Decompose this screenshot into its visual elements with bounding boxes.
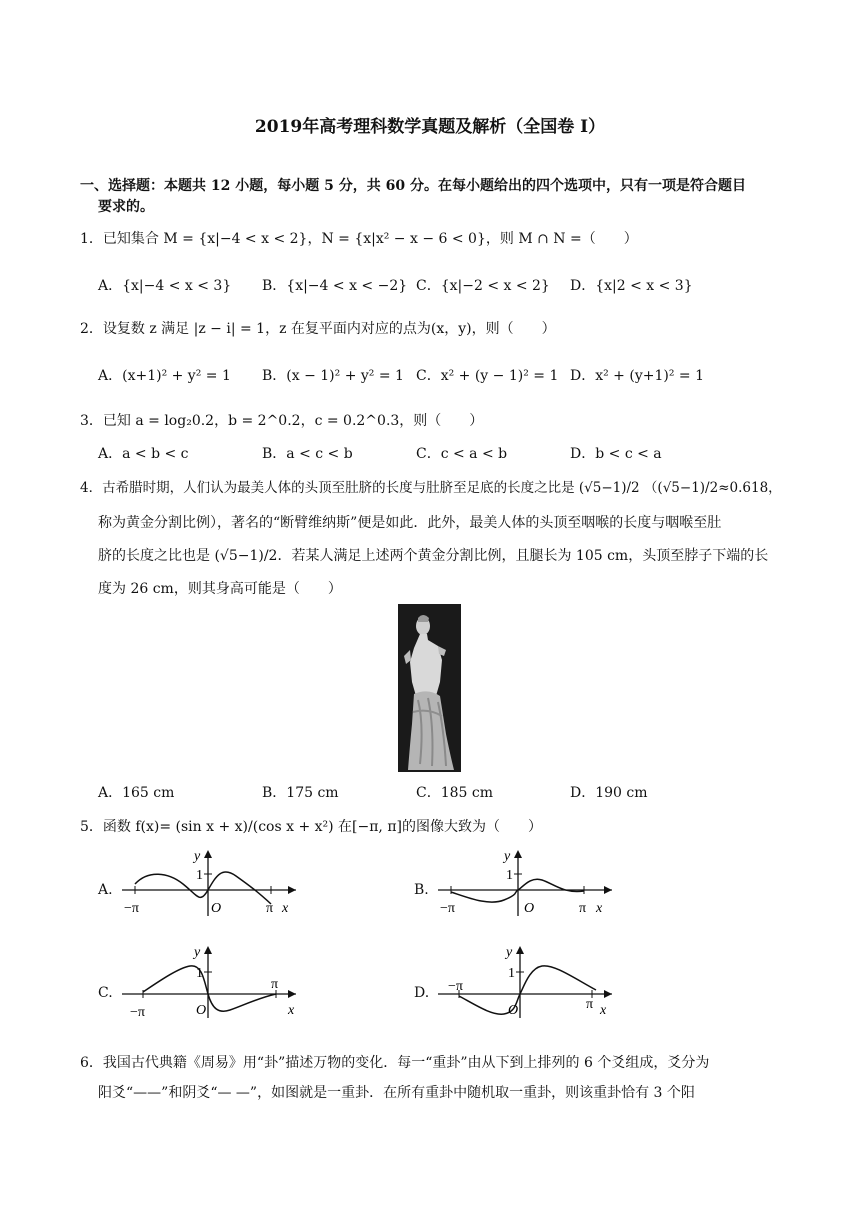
- q1-option-d: D．{x|2 < x < 3}: [570, 278, 693, 294]
- axis-origin-label: O: [211, 901, 222, 916]
- axis-y-label: y: [506, 945, 513, 960]
- axis-origin-label: O: [508, 1003, 519, 1018]
- axis-one-label: 1: [196, 966, 203, 981]
- q5-option-a-label: A.: [98, 882, 113, 898]
- axis-x-label: x: [600, 1003, 607, 1018]
- axis-one-label: 1: [196, 868, 203, 883]
- q1-option-a: A．{x|−4 < x < 3}: [98, 278, 232, 294]
- q2-option-b: B．(x − 1)² + y² = 1: [262, 368, 404, 384]
- q3-option-b: B．a < c < b: [262, 446, 353, 462]
- q3-stem: 3．已知 a = log₂0.2，b = 2^0.2，c = 0.2^0.3，则（ ）: [80, 413, 484, 429]
- q2-option-d: D．x² + (y+1)² = 1: [570, 368, 704, 384]
- axis-neg-pi-label: −π: [130, 1005, 145, 1020]
- q5-option-b-label: B.: [414, 882, 429, 898]
- q4-line4: 度为 26 cm，则其身高可能是（ ）: [98, 581, 342, 597]
- q4-option-b: B．175 cm: [262, 785, 339, 801]
- q5-stem: 5．函数 f(x)= (sin x + x)/(cos x + x²) 在[−π, π]的图像大致为（ ）: [80, 819, 542, 835]
- axis-neg-pi-label: −π: [124, 901, 139, 916]
- page-title: 2019年高考理科数学真题及解析（全国卷 I）: [254, 117, 606, 137]
- q1-option-c: C．{x|−2 < x < 2}: [416, 278, 550, 294]
- axis-x-label: x: [288, 1003, 295, 1018]
- q5-graph-a: [118, 848, 298, 922]
- axis-y-label: y: [194, 849, 201, 864]
- q4-line2: 称为黄金分割比例），著名的“断臂维纳斯”便是如此．此外，最美人体的头顶至咽喉的长度与咽喉至肚: [98, 515, 722, 531]
- q3-option-c: C．c < a < b: [416, 446, 508, 462]
- axis-pi-label: π: [266, 901, 274, 916]
- axis-neg-pi-label: −π: [448, 979, 463, 994]
- q3-option-a: A．a < b < c: [98, 446, 189, 462]
- q5-graph-b: [434, 848, 614, 922]
- q5-graph-d: [434, 944, 614, 1024]
- q2-option-c: C．x² + (y − 1)² = 1: [416, 368, 559, 384]
- q2-stem: 2．设复数 z 满足 |z − i| = 1，z 在复平面内对应的点为(x，y)，则（ ）: [80, 321, 556, 337]
- axis-neg-pi-label: −π: [440, 901, 455, 916]
- q5-option-d-label: D.: [414, 985, 430, 1001]
- section-heading-cont: 要求的。: [98, 199, 154, 215]
- axis-x-label: x: [282, 901, 289, 916]
- q4-line1: 4．古希腊时期，人们认为最美人体的头顶至肚脐的长度与肚脐至足底的长度之比是 (√5−1)/2 （(√5−1)/2≈0.618，: [80, 480, 782, 496]
- axis-x-label: x: [596, 901, 603, 916]
- q4-line3: 脐的长度之比也是 (√5−1)/2．若某人满足上述两个黄金分割比例，且腿长为 105 cm，头顶至脖子下端的长: [98, 548, 769, 564]
- axis-pi-label: π: [579, 901, 587, 916]
- q4-option-a: A．165 cm: [98, 785, 175, 801]
- axis-one-label: 1: [506, 868, 513, 883]
- axis-one-label: 1: [508, 966, 515, 981]
- axis-pi-label: π: [271, 977, 279, 992]
- axis-origin-label: O: [524, 901, 535, 916]
- axis-y-label: y: [504, 849, 511, 864]
- q2-option-a: A．(x+1)² + y² = 1: [98, 368, 231, 384]
- axis-origin-label: O: [196, 1003, 207, 1018]
- axis-pi-label: π: [586, 997, 594, 1012]
- q1-option-b: B．{x|−4 < x < −2}: [262, 278, 408, 294]
- q5-option-c-label: C.: [98, 985, 113, 1001]
- axis-y-label: y: [194, 945, 201, 960]
- q6-line1: 6．我国古代典籍《周易》用“卦”描述万物的变化．每一“重卦”由从下到上排列的 6 个爻组成，爻分为: [80, 1055, 710, 1071]
- q4-option-d: D．190 cm: [570, 785, 648, 801]
- q6-line2: 阳爻“——”和阴爻“— —”，如图就是一重卦．在所有重卦中随机取一重卦，则该重卦恰有 3 个阳: [98, 1085, 695, 1101]
- q3-option-d: D．b < c < a: [570, 446, 662, 462]
- venus-statue-image: [398, 604, 461, 772]
- section-heading: 一、选择题：本题共 12 小题，每小题 5 分，共 60 分。在每小题给出的四个选项中，只有一项是符合题目: [80, 178, 746, 194]
- q4-option-c: C．185 cm: [416, 785, 493, 801]
- q1-stem: 1．已知集合 M = {x|−4 < x < 2}，N = {x|x² − x − 6 < 0}，则 M ∩ N =（ ）: [80, 231, 638, 247]
- q5-graph-c: [118, 944, 298, 1024]
